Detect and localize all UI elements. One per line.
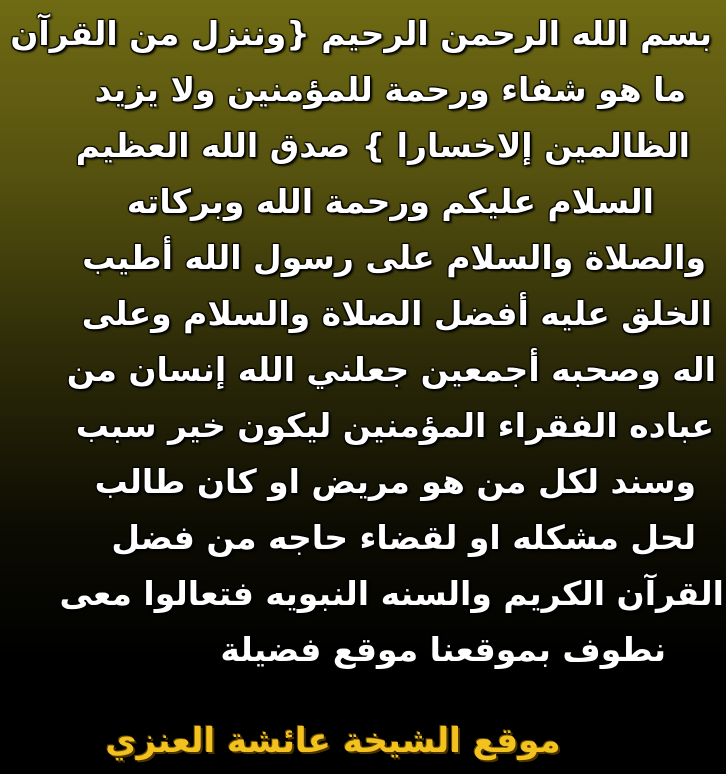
text-line-11: القرآن الكريم والسنه النبويه فتعالوا معى bbox=[59, 574, 724, 613]
text-line-8: عباده الفقراء المؤمنين ليكون خير سبب bbox=[75, 406, 714, 445]
site-title: موقع الشيخة عائشة العنزي bbox=[105, 721, 561, 761]
text-line-4: السلام عليكم ورحمة الله وبركاته bbox=[126, 182, 654, 221]
text-line-6: الخلق عليه أفضل الصلاة والسلام وعلى bbox=[81, 294, 712, 333]
text-line-3: الظالمين إلاخسارا } صدق الله العظيم bbox=[75, 126, 690, 165]
text-line-12: نطوف بموقعنا موقع فضيلة bbox=[220, 630, 666, 669]
text-line-2: ما هو شفاء ورحمة للمؤمنين ولا يزيد bbox=[94, 70, 686, 109]
text-line-9: وسند لكل من هو مريض او كان طالب bbox=[94, 462, 696, 501]
text-line-1: بسم الله الرحمن الرحيم {وننزل من القرآن bbox=[10, 14, 712, 53]
text-block bbox=[0, 6, 726, 678]
text-line-7: اله وصحبه أجمعين جعلني الله إنسان من bbox=[66, 350, 716, 389]
text-line-10: لحل مشكله او لقضاء حاجه من فضل bbox=[111, 518, 696, 557]
text-line-5: والصلاة والسلام على رسول الله أطيب bbox=[82, 238, 706, 277]
